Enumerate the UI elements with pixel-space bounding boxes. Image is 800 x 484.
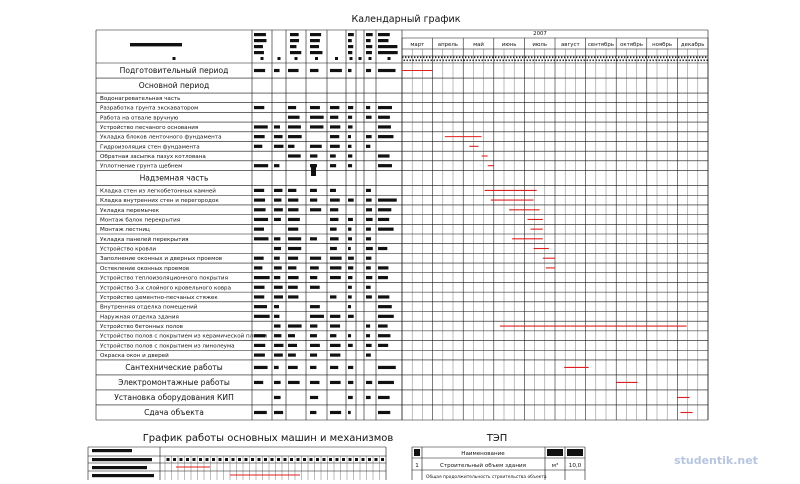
task-label: Водонагревательная часть bbox=[100, 95, 181, 102]
task-label: Электромонтажные работы bbox=[118, 378, 230, 388]
task-label: Заполнение оконных и дверных проемов bbox=[100, 256, 223, 263]
tep-title: ТЭП bbox=[486, 433, 508, 444]
task-label: Укладка блоков ленточного фундамента bbox=[100, 134, 222, 141]
task-label: Устройство полов с покрытием из керамической плитки bbox=[100, 333, 268, 340]
task-label: Подготовительный период bbox=[119, 66, 229, 76]
tep-row-label: Строительный объем здания bbox=[439, 463, 527, 469]
tep-row-unit: м³ bbox=[551, 463, 559, 469]
task-label: Устройство теплоизоляционного покрытия bbox=[100, 275, 228, 282]
task-label: Устройство песчаного основания bbox=[100, 124, 199, 131]
task-label: Устройство полов с покрытием из линолеума bbox=[100, 343, 235, 350]
task-label: Основной период bbox=[138, 81, 210, 91]
month-label: декабрь bbox=[680, 42, 705, 48]
month-label: август bbox=[560, 42, 580, 48]
month-label: май bbox=[473, 42, 484, 48]
task-label: Устройство кровли bbox=[100, 246, 157, 253]
tep-row-number: 1 bbox=[415, 463, 419, 469]
task-label: Устройство 3-х слойного кровельного ковра bbox=[100, 285, 232, 292]
task-label: Установка оборудования КИП bbox=[114, 393, 234, 403]
month-label: октябрь bbox=[620, 42, 643, 48]
tep-row2-label: Общая продолжительность строительства объекта bbox=[426, 475, 547, 480]
task-label: Устройство цементно-песчаных стяжек bbox=[100, 294, 218, 301]
task-label: Разработка грунта экскаватором bbox=[100, 105, 199, 112]
task-label: Остекление оконных проемов bbox=[100, 265, 190, 272]
task-label: Гидроизоляция стен фундамента bbox=[100, 144, 200, 151]
task-label: Уплотнение грунта щебнем bbox=[100, 163, 183, 170]
month-label: июль bbox=[532, 42, 548, 48]
task-label: Внутренняя отделка помещений bbox=[100, 304, 198, 311]
watermark-text: studentik.net bbox=[674, 454, 758, 467]
task-label: Укладка панелей перекрытия bbox=[100, 236, 189, 243]
task-label: Обратная засыпка пазух котлована bbox=[100, 154, 206, 161]
tep-row-value: 10,0 bbox=[568, 463, 582, 469]
task-label: Окраска окон и дверей bbox=[100, 353, 169, 360]
task-label: Надземная часть bbox=[139, 173, 209, 183]
task-label: Монтаж лестниц bbox=[100, 227, 150, 234]
calendar-title: Календарный график bbox=[351, 14, 461, 25]
tep-header: Наименование bbox=[461, 451, 505, 457]
month-label: март bbox=[410, 42, 425, 48]
month-label: ноябрь bbox=[652, 42, 673, 48]
month-label: июнь bbox=[501, 42, 517, 48]
task-label: Монтаж балок перекрытия bbox=[100, 217, 181, 224]
year-label: 2007 bbox=[533, 31, 547, 37]
task-label: Сантехнические работы bbox=[125, 363, 223, 373]
task-label: Кладка стен из легкобетонных камней bbox=[100, 188, 216, 195]
month-label: апрель bbox=[437, 42, 459, 48]
task-label: Наружная отделка здания bbox=[100, 314, 179, 321]
month-label: сентябрь bbox=[587, 42, 614, 48]
task-label: Укладка перемычек bbox=[100, 207, 160, 214]
task-label: Кладка внутренних стен и перегородок bbox=[100, 198, 219, 205]
machines-title: График работы основных машин и механизмов bbox=[142, 433, 394, 444]
task-label: Работа на отвале вручную bbox=[100, 115, 179, 122]
task-label: Сдача объекта bbox=[144, 408, 204, 418]
task-label: Устройство бетонных полов bbox=[100, 324, 183, 331]
